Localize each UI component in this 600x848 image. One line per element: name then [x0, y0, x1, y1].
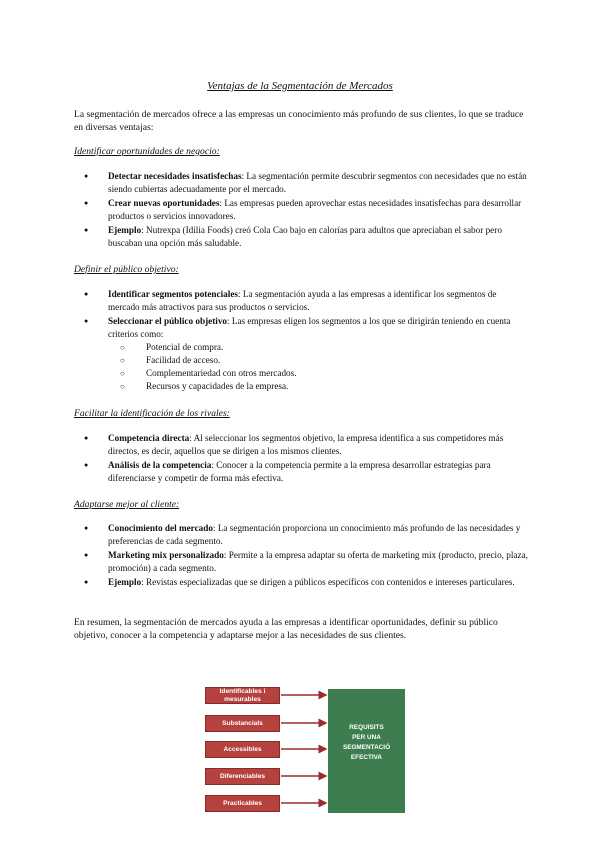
item-term: Seleccionar el público objetivo [108, 316, 228, 326]
section-list-opportunities [74, 170, 529, 251]
sub-list-item: ○ Complementariedad con otros mercados. [108, 367, 529, 380]
item-text: : Al seleccionar los segmentos objetivo, la empresa identifica a sus competidores más directos, es decir, aquellos que se dirigen a los mismos clientes. [108, 433, 504, 456]
criteria-sublist [108, 341, 529, 393]
item-term: Marketing mix personalizado [108, 550, 224, 560]
sub-list-item: ○ Potencial de compra. [108, 341, 529, 354]
requirement-box: Substancials [205, 715, 280, 732]
item-text: : La segmentación proporciona un conocimiento más profundo de las necesidades y preferencias de cada segmento. [108, 523, 521, 546]
effective-segmentation-box [328, 689, 405, 813]
item-text: : Nutrexpa (Idilia Foods) creó Cola Cao bajo en calorías para adultos que apreciaban el sabor pero buscaban una opción más saludable. [108, 225, 502, 248]
target-line: EFECTIVA [350, 754, 383, 761]
list-item [74, 288, 529, 314]
item-text: : Las empresas pueden aprovechar estas necesidades insatisfechas para desarrollar productos o servicios innovadores. [108, 198, 522, 221]
list-item [74, 576, 529, 589]
list-item [74, 459, 529, 485]
section-heading-customer: Adaptarse mejor al cliente: [74, 499, 180, 510]
sub-list-item: ○ Facilidad de acceso. [108, 354, 529, 367]
item-text: : Permite a la empresa adaptar su oferta de marketing mix (producto, precio, plaza, promoción) a cada segmento. [108, 550, 528, 573]
item-text: : Revistas especializadas que se dirigen a públicos específicos con contenidos e intereses particulares. [141, 577, 515, 587]
section-list-rivals [74, 432, 529, 486]
requirement-box: Practicables [205, 795, 280, 812]
section-heading-rivals: Facilitar la identificación de los rivales: [74, 408, 230, 419]
item-term: Análisis de la competencia [108, 460, 212, 470]
item-term: Competencia directa [108, 433, 190, 443]
section-list-target-audience [74, 288, 529, 394]
item-term: Ejemplo [108, 577, 142, 587]
list-item [74, 522, 529, 548]
section-heading-target-audience: Definir el público objetivo: [74, 264, 179, 275]
target-line: PER UNA [352, 734, 381, 741]
requirement-box: Diferenciables [205, 768, 280, 785]
intro-paragraph: La segmentación de mercados ofrece a las empresas un conocimiento más profundo de sus clientes, lo que se traduce en diversas ventajas: [74, 109, 524, 133]
item-term: Conocimiento del mercado [108, 523, 213, 533]
item-term: Detectar necesidades insatisfechas [108, 171, 242, 181]
list-item [74, 315, 529, 393]
item-term: Identificar segmentos potenciales [108, 289, 238, 299]
item-term: Crear nuevas oportunidades [108, 198, 220, 208]
list-item [74, 170, 529, 196]
requirement-box: Accessibles [205, 741, 280, 758]
requirements-diagram [205, 685, 405, 815]
sub-list-item: ○ Recursos y capacidades de la empresa. [108, 380, 529, 393]
item-text: : Conocer a la competencia permite a la empresa desarrollar estrategias para diferenciarse y competir de forma más efectiva. [108, 460, 491, 483]
list-item [74, 197, 529, 223]
section-list-customer [74, 522, 529, 590]
list-item [74, 224, 529, 250]
list-item [74, 549, 529, 575]
document-title: Ventajas de la Segmentación de Mercados [207, 80, 393, 92]
summary-paragraph: En resumen, la segmentación de mercados ayuda a las empresas a identificar oportunidades, definir su público objetivo, conocer a la competencia y adaptarse mejor a las necesidades de sus clientes. [74, 617, 498, 641]
requirement-box: Identificables i mesurables [205, 687, 280, 704]
item-text: : La segmentación ayuda a las empresas a identificar los segmentos de mercado más atractivos para sus productos o servicios. [108, 289, 497, 312]
list-item [74, 432, 529, 458]
item-text: : Las empresas eligen los segmentos a los que se dirigirán teniendo en cuenta criterios como: [108, 316, 511, 339]
target-line: REQUISITS [349, 724, 384, 731]
item-text: : La segmentación permite descubrir segmentos con necesidades que no están siendo cubiertas adecuadamente por el mercado. [108, 171, 527, 194]
item-term: Ejemplo [108, 225, 142, 235]
target-line: SEGMENTACIÓ [342, 744, 391, 751]
section-heading-opportunities: Identificar oportunidades de negocio: [74, 146, 220, 157]
